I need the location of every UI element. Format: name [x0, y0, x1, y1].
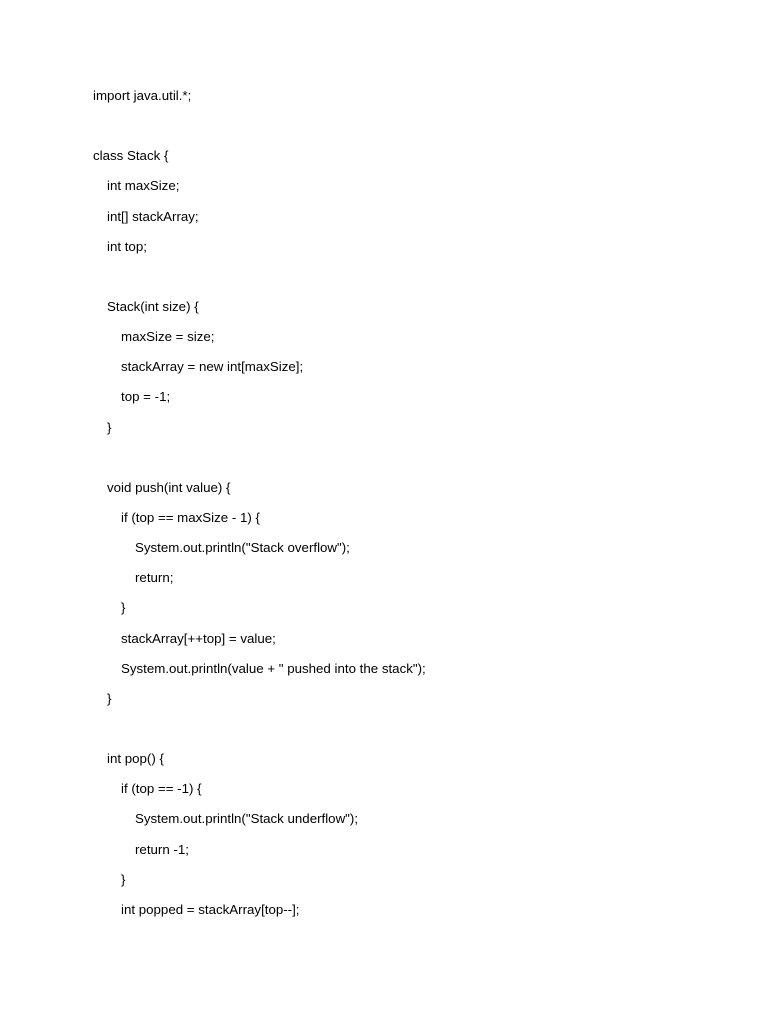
code-line: import java.util.*;: [93, 88, 192, 103]
blank-line: [93, 448, 733, 478]
code-line: return;: [135, 570, 174, 586]
code-line: int[] stackArray;: [107, 208, 199, 224]
code-line: maxSize = size;: [121, 329, 215, 345]
code-line: stackArray = new int[maxSize];: [121, 359, 304, 375]
blank-line: [93, 719, 733, 749]
code-listing: [93, 86, 733, 930]
code-line: void push(int value) {: [107, 479, 231, 495]
code-line: stackArray[++top] = value;: [121, 630, 276, 646]
code-line: if (top == -1) {: [121, 781, 202, 797]
code-line: System.out.println(value + " pushed into the stack");: [121, 660, 426, 676]
code-line: if (top == maxSize - 1) {: [121, 509, 260, 525]
blank-line: [93, 267, 733, 297]
code-line: }: [121, 871, 126, 887]
code-line: return -1;: [135, 841, 189, 857]
code-line: top = -1;: [121, 389, 171, 405]
code-line: }: [107, 419, 112, 435]
code-line: int pop() {: [107, 751, 164, 767]
blank-line: [93, 116, 733, 146]
code-line: }: [121, 600, 126, 616]
code-line: System.out.println("Stack underflow");: [135, 811, 359, 827]
code-line: int maxSize;: [107, 178, 180, 194]
code-line: Stack(int size) {: [107, 298, 199, 314]
code-line: int top;: [107, 238, 147, 254]
code-line: }: [107, 690, 112, 706]
code-line: int popped = stackArray[top--];: [121, 901, 300, 917]
code-line: class Stack {: [93, 148, 169, 164]
code-line: System.out.println("Stack overflow");: [135, 540, 350, 556]
